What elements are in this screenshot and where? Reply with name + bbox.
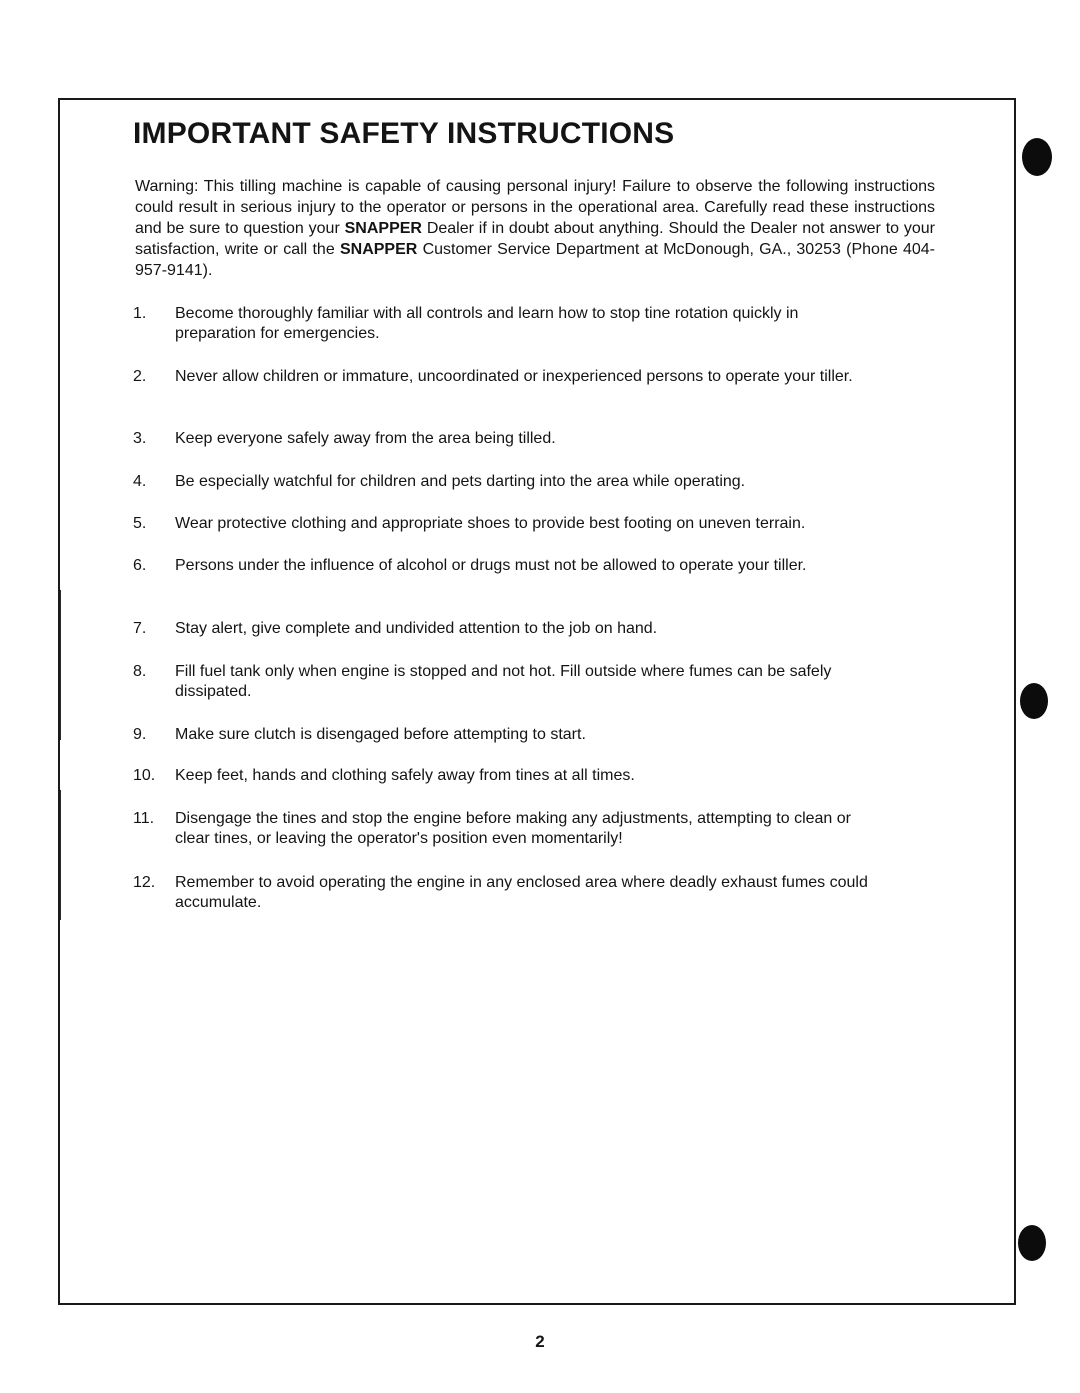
left-margin-mark — [60, 790, 61, 920]
binder-hole — [1018, 1225, 1046, 1261]
safety-rule — [133, 766, 893, 786]
rule-number: 11. — [133, 810, 155, 827]
rule-number: 10. — [133, 767, 156, 784]
warning-text: Customer Service Department at McDonough, GA., 30253 (Phone 404-957-9141). — [135, 241, 936, 279]
rule-number: 7. — [133, 620, 147, 637]
rule-number: 9. — [133, 726, 147, 743]
safety-rule — [133, 725, 893, 745]
safety-rule — [133, 809, 893, 849]
safety-rule — [133, 514, 893, 534]
binder-hole — [1022, 138, 1052, 176]
warning-paragraph — [135, 176, 935, 281]
safety-rule — [133, 429, 893, 449]
rule-text: Make sure clutch is disengaged before attempting to start. — [175, 726, 586, 743]
brand-name: SNAPPER — [344, 220, 422, 237]
rule-text: Remember to avoid operating the engine in any enclosed area where deadly exhaust fumes could accumulate. — [175, 874, 868, 911]
safety-rule — [133, 873, 893, 913]
rule-text: Keep feet, hands and clothing safely away from tines at all times. — [175, 767, 635, 784]
rule-text: Wear protective clothing and appropriate shoes to provide best footing on uneven terrain. — [175, 515, 806, 532]
rule-number: 12. — [133, 874, 156, 891]
brand-name: SNAPPER — [339, 241, 418, 258]
page-number: 2 — [535, 1332, 545, 1351]
rule-text: Become thoroughly familiar with all controls and learn how to stop tine rotation quickly in preparation for emergencies. — [175, 305, 799, 342]
safety-rule — [133, 367, 893, 387]
rule-text: Disengage the tines and stop the engine before making any adjustments, attempting to clean or clear tines, or leaving the operator's position even momentarily! — [175, 810, 851, 847]
rule-number: 2. — [133, 368, 147, 385]
rule-number: 1. — [133, 305, 147, 322]
rule-text: Be especially watchful for children and pets darting into the area while operating. — [175, 473, 746, 490]
warning-text: Dealer if in doubt about anything. Should the Dealer not answer to your satisfaction, write or call the — [135, 220, 936, 258]
rule-number: 6. — [133, 557, 147, 574]
warning-text: Warning: This tilling machine is capable of causing personal injury! Failure to observe the following instructions could result in serious injury to the operator or persons in the operational area. Carefully read these instructions and be sure to question your — [135, 178, 935, 237]
rule-number: 3. — [133, 430, 147, 447]
rule-number: 5. — [133, 515, 147, 532]
safety-rule — [133, 304, 893, 344]
rule-text: Stay alert, give complete and undivided attention to the job on hand. — [175, 620, 658, 637]
rule-text: Fill fuel tank only when engine is stopped and not hot. Fill outside where fumes can be safely dissipated. — [175, 663, 832, 700]
left-margin-mark — [60, 590, 61, 740]
rule-text: Never allow children or immature, uncoordinated or inexperienced persons to operate your tiller. — [175, 368, 853, 385]
safety-rule — [133, 472, 893, 492]
rule-number: 8. — [133, 663, 147, 680]
rule-number: 4. — [133, 473, 147, 490]
rule-text: Persons under the influence of alcohol or drugs must not be allowed to operate your tiller. — [175, 557, 807, 574]
rule-text: Keep everyone safely away from the area being tilled. — [175, 430, 556, 447]
safety-rule — [133, 556, 893, 576]
page-title: IMPORTANT SAFETY INSTRUCTIONS — [133, 117, 675, 150]
safety-rule — [133, 662, 893, 702]
binder-hole — [1020, 683, 1048, 719]
safety-rule — [133, 619, 893, 639]
